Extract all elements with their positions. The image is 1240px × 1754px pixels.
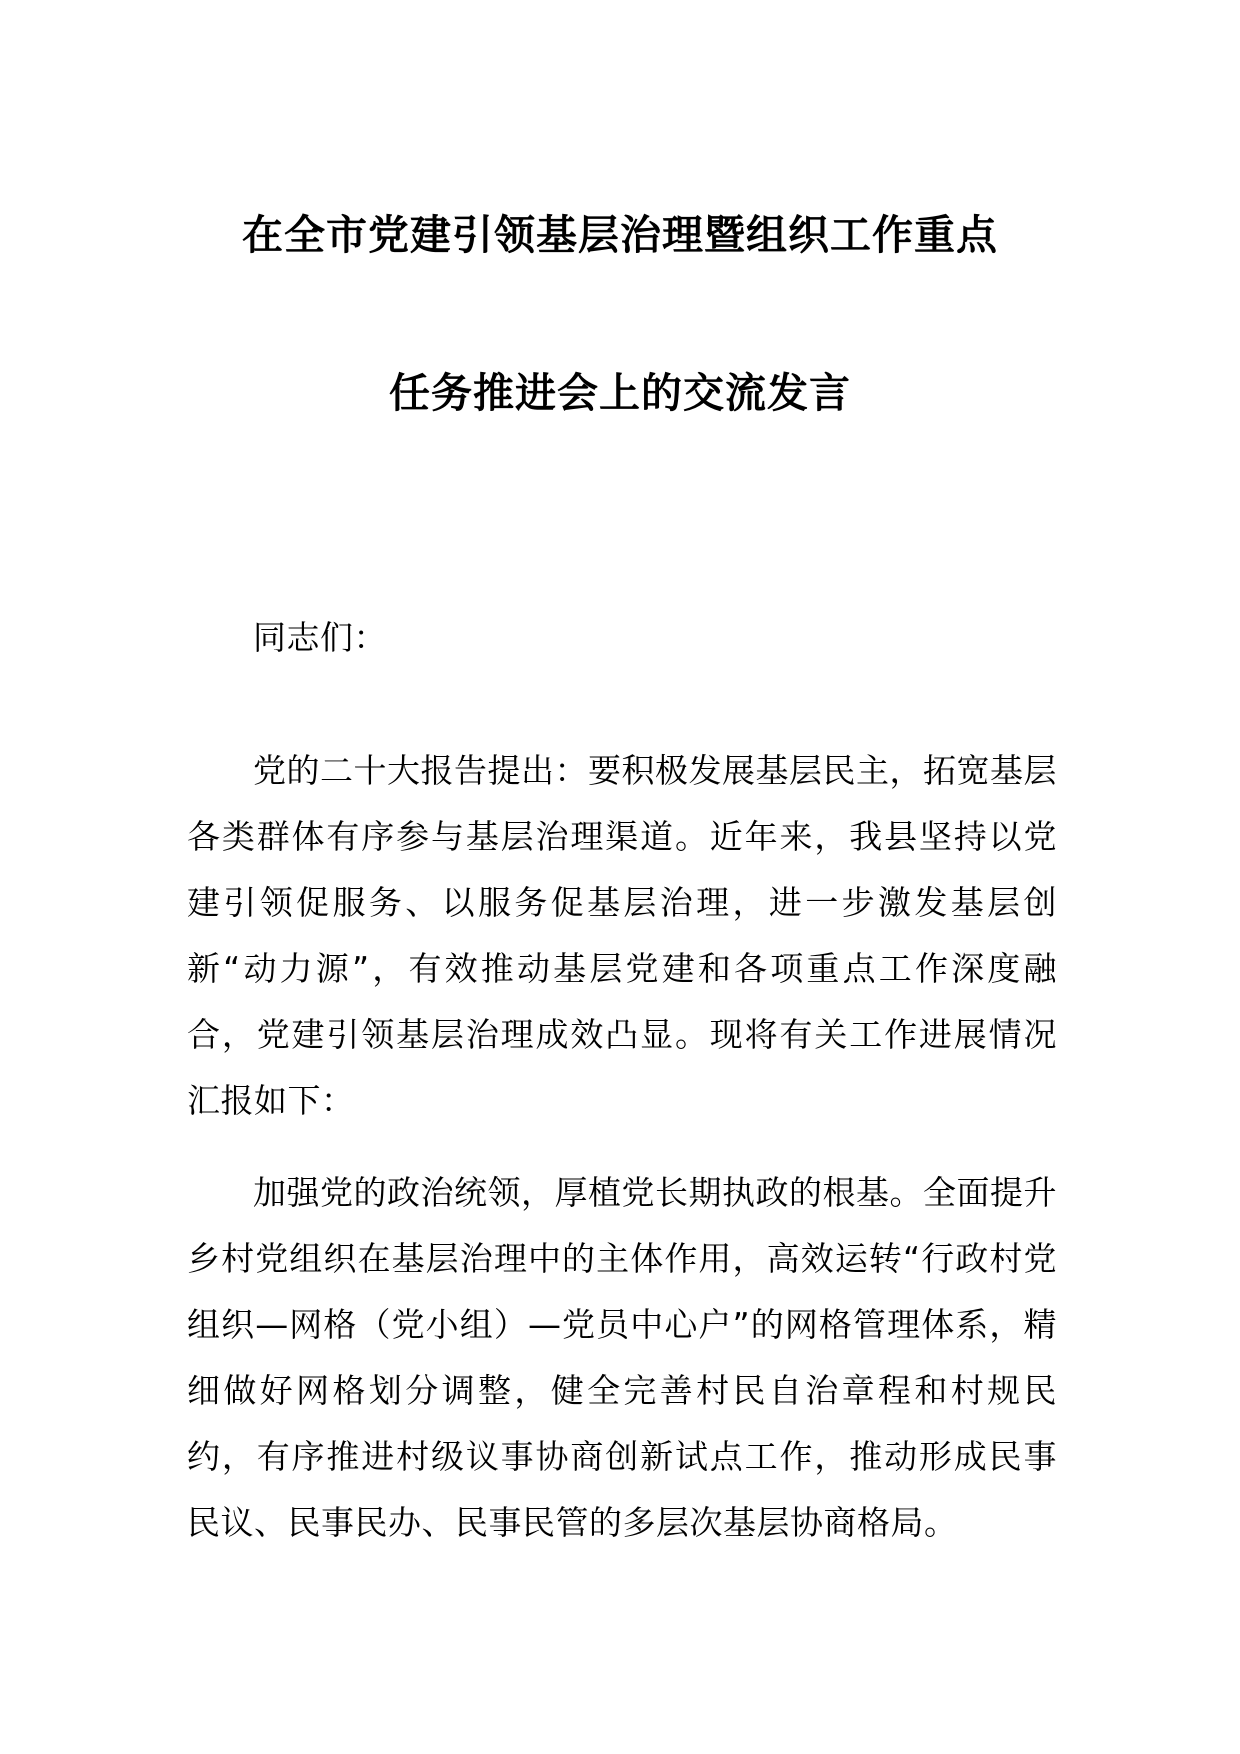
body-paragraph-1: 党的二十大报告提出：要积极发展基层民主，拓宽基层各类群体有序参与基层治理渠道。近年来，我县坚持以党建引领促服务、以服务促基层治理，进一步激发基层创新“动力源”，有效推动基层党建和各项重点工作深度融合，党建引领基层治理成效凸显。现将有关工作进展情况汇报如下： [187,751,1057,1120]
document-title-line-2: 任务推进会上的交流发言 [389,369,851,417]
body-paragraph-2: 加强党的政治统领，厚植党长期执政的根基。全面提升乡村党组织在基层治理中的主体作用，高效运转“行政村党组织—网格（党小组）—党员中心户”的网格管理体系，精细做好网格划分调整，健全完善村民自治章程和村规民约，有序推进村级议事协商创新试点工作，推动形成民事民议、民事民办、民事民管的多层次基层协商格局。 [187,1173,1057,1542]
salutation: 同志们： [253,618,387,657]
document-title-line-1: 在全市党建引领基层治理暨组织工作重点 [242,211,998,259]
